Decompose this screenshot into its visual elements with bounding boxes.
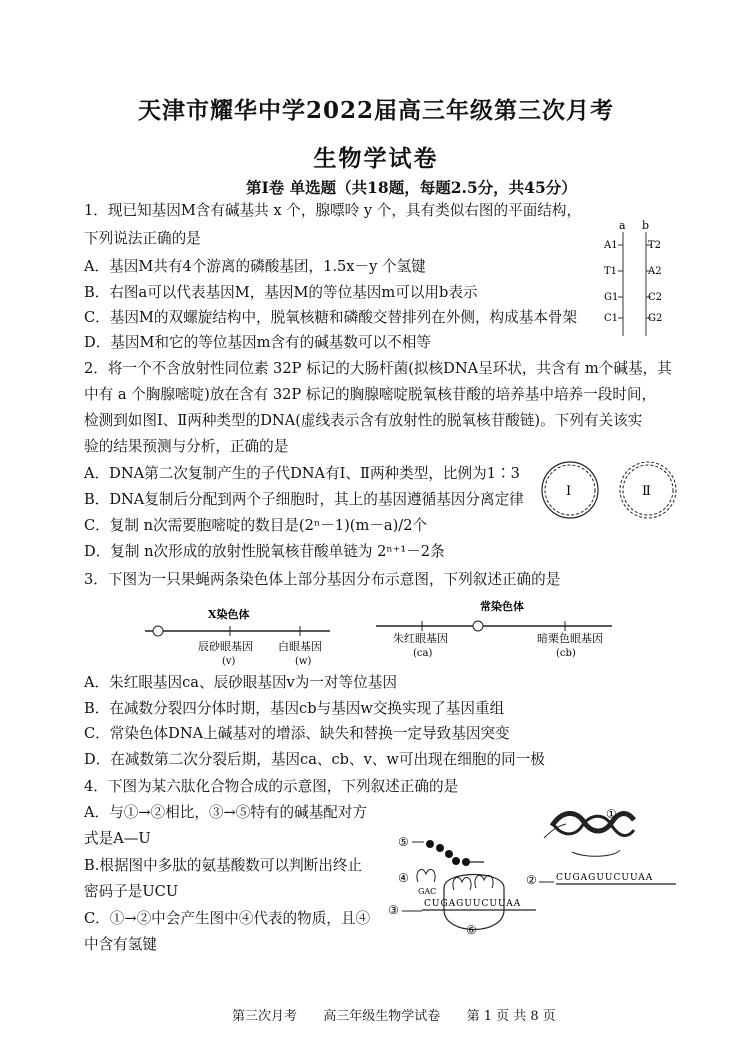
q1-left-1: A1 — [604, 240, 618, 251]
footer-exam: 第三次月考 — [232, 1009, 298, 1024]
q4-seq-top: CUGAGUUCUUAA — [556, 873, 654, 883]
q1-left-2: T1 — [604, 266, 618, 277]
q3-x-gene-2: 白眼基因 — [278, 640, 322, 653]
q1-right-3: C2 — [648, 292, 663, 303]
q3-option-c: C．常染色体DNA上碱基对的增添、缺失和替换一定导致基因突变 — [84, 725, 510, 742]
q4-option-a-line-1: A．与①→②相比，③→⑤特有的碱基配对方 — [84, 804, 368, 821]
q2-label-2: Ⅱ — [642, 484, 651, 499]
q4-option-c-line-1: C．①→②中会产生图中④代表的物质，且④ — [84, 910, 371, 927]
q2-option-c: C．复制 n次需要胞嘧啶的数目是(2ⁿ－1)(m－a)/2个 — [84, 517, 428, 534]
q1-option-a: A．基因M共有4个游离的磷酸基团，1.5x－y 个氢键 — [84, 258, 426, 275]
q1-stem-line-1: 1．现已知基因M含有碱基共 x 个，腺嘌呤 y 个，具有类似右图的平面结构， — [84, 202, 582, 219]
q1-stem-line-2: 下列说法正确的是 — [84, 230, 201, 247]
page-footer — [232, 1005, 556, 1024]
q2-option-a: A．DNA第二次复制产生的子代DNA有Ⅰ、Ⅱ两种类型，比例为1∶3 — [84, 465, 520, 482]
q1-option-d: D．基因M和它的等位基因m含有的碱基数可以不相等 — [84, 334, 431, 351]
q4-option-b-line-2: 密码子是UCU — [84, 883, 179, 900]
q3-option-a: A．朱红眼基因ca、辰砂眼基因v为一对等位基因 — [84, 674, 397, 691]
q1-right-4: G2 — [648, 313, 663, 324]
q4-num-5: ⑤ — [398, 835, 409, 849]
q3-x-centromere — [153, 626, 163, 636]
q4-peptide-chain — [426, 840, 470, 866]
q1-dna-figure — [598, 218, 668, 340]
q4-num-1: ① — [606, 807, 617, 821]
q1-option-b: B．右图a可以代表基因M，基因M的等位基因m可以用b表示 — [84, 284, 478, 301]
q2-stem-line-3: 检测到如图Ⅰ、Ⅱ两种类型的DNA(虚线表示含有放射性的脱氧核苷酸链)。下列有关该实 — [84, 412, 643, 429]
q1-left-3: G1 — [604, 292, 619, 303]
q4-num-2: ② — [526, 873, 537, 887]
q4-num-6: ⑥ — [466, 923, 477, 937]
q3-a-gene-2: 暗栗色眼基因 — [537, 632, 603, 645]
section-heading: 第Ⅰ卷 单选题（共18题，每题2.5分，共45分） — [246, 178, 577, 197]
q4-translation-figure — [384, 800, 684, 950]
q1-right-1: T2 — [648, 240, 662, 251]
q4-seq-bottom: CUGAGUUCUUAA — [424, 899, 522, 909]
q2-option-b: B．DNA复制后分配到两个子细胞时，其上的基因遵循基因分离定律 — [84, 491, 524, 508]
q3-stem: 3．下图为一只果蝇两条染色体上部分基因分布示意图，下列叙述正确的是 — [84, 571, 561, 588]
q3-option-d: D．在减数第二次分裂后期，基因ca、cb、v、w可出现在细胞的同一极 — [84, 751, 545, 768]
q3-chromosome-figure — [140, 598, 620, 670]
footer-page: 第 1 页 共 8 页 — [466, 1009, 556, 1024]
q3-a-title: 常染色体 — [480, 600, 524, 613]
page-subtitle: 生物学试卷 — [313, 145, 439, 172]
q3-x-gene-2-sym: (w) — [295, 656, 312, 667]
q1-left-4: C1 — [604, 313, 619, 324]
q2-stem-line-1: 2．将一个不含放射性同位素 32P 标记的大肠杆菌(拟核DNA呈环状，共含有 m个碱基，其 — [84, 360, 672, 377]
q3-a-gene-1: 朱红眼基因 — [393, 632, 448, 645]
q4-option-b-line-1: B.根据图中多肽的氨基酸数可以判断出终止 — [84, 857, 363, 874]
page-title: 天津市耀华中学2022届高三年级第三次月考 — [137, 97, 614, 124]
q3-a-gene-1-sym: (ca) — [413, 648, 433, 659]
q3-a-centromere — [473, 621, 483, 631]
q1-col-b: b — [642, 219, 650, 232]
q4-num-3: ③ — [388, 903, 399, 917]
q3-x-gene-1-sym: (v) — [222, 656, 236, 667]
q2-option-d: D．复制 n次形成的放射性脱氧核苷酸单链为 2ⁿ⁺¹－2条 — [84, 543, 445, 560]
q2-stem-line-4: 验的结果预测与分析，正确的是 — [84, 438, 289, 455]
q3-x-gene-1: 辰砂眼基因 — [198, 640, 253, 653]
q1-option-c: C．基因M的双螺旋结构中，脱氧核糖和磷酸交替排列在外侧，构成基本骨架 — [84, 309, 578, 326]
q2-label-1: Ⅰ — [566, 484, 572, 499]
q4-num-4: ④ — [398, 871, 409, 885]
q3-a-gene-2-sym: (cb) — [556, 648, 576, 659]
q3-x-title: X染色体 — [208, 608, 250, 621]
q3-option-b: B．在减数分裂四分体时期，基因cb与基因w交换实现了基因重组 — [84, 700, 505, 717]
q1-col-a: a — [619, 219, 626, 232]
q2-dna-figure — [538, 455, 698, 527]
q4-option-c-line-2: 中含有氢键 — [84, 936, 157, 953]
q1-right-2: A2 — [648, 266, 662, 277]
footer-course: 高三年级生物学试卷 — [323, 1009, 441, 1024]
q4-stem: 4．下图为某六肽化合物合成的示意图，下列叙述正确的是 — [84, 778, 459, 795]
q4-trna-anticodon: GAC — [418, 887, 437, 896]
q2-stem-line-2: 中有 a 个胸腺嘧啶)放在含有 32P 标记的胸腺嘧啶脱氧核苷酸的培养基中培养一段时间， — [84, 386, 657, 403]
q4-option-a-line-2: 式是A—U — [84, 830, 151, 847]
